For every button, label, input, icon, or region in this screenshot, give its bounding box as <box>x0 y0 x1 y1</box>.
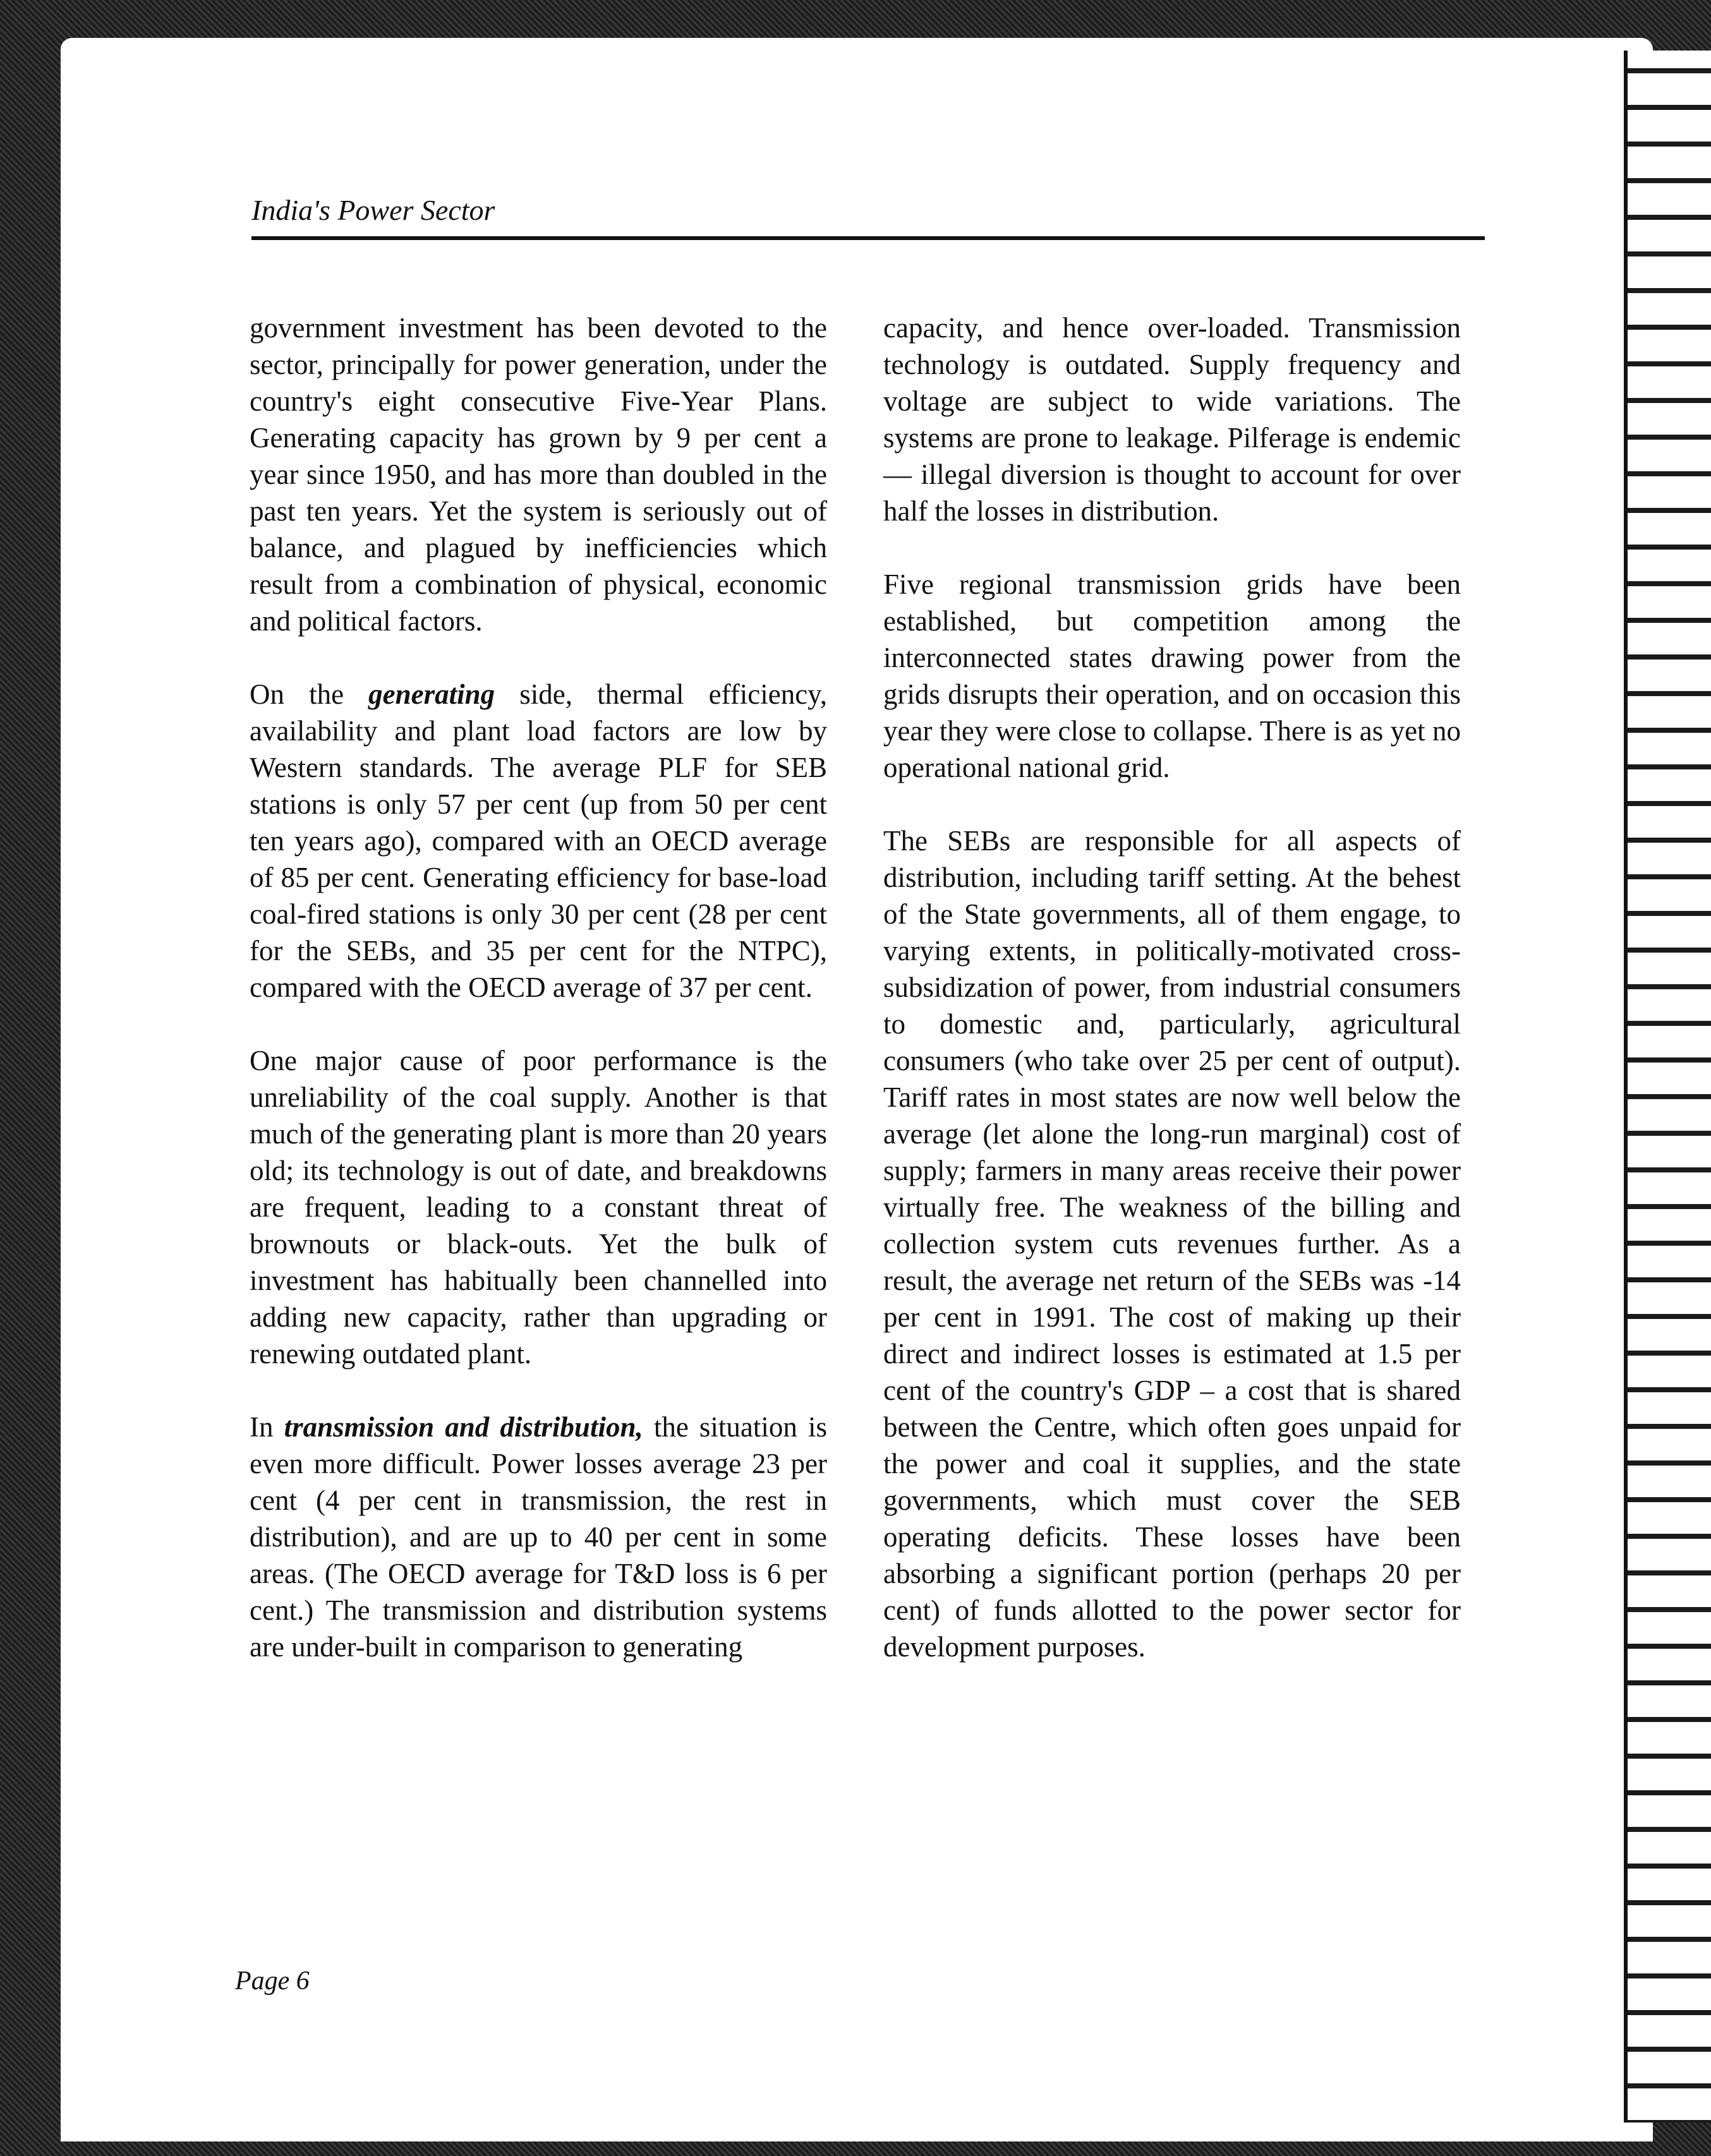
paragraph: capacity, and hence over-loaded. Transmission technology is outdated. Supply frequency and voltage are subject to wide variations. The systems are prone to leakage. Pilferage is endemic — illegal diversion is thought to account for over half the losses in distribution. <box>883 312 1461 527</box>
paragraph: Five regional transmission grids have been established, but competition among the interconnected states drawing power from the grids disrupts their operation, and on occasion this year they were close to collapse. There is as yet no operational national grid. <box>883 569 1461 783</box>
paragraph: The SEBs are responsible for all aspects of distribution, including tariff setting. At the behest of the State governments, all of them engage, to varying extents, in politically-motivated cross-subsidization of power, from industrial consumers to domestic and, particularly, agricultural consumers (who take over 25 per cent of output). Tariff rates in most states are now well below the average (let alone the long-run marginal) cost of supply; farmers in many areas receive their power virtually free. The weakness of the billing and collection system cuts revenues further. As a result, the average net return of the SEBs was -14 per cent in 1991. The cost of making up their direct and indirect losses is estimated at 1.5 per cent of the country's GDP – a cost that is shared between the Centre, which often goes unpaid for the power and coal it supplies, and the state governments, which must cover the SEB operating deficits. These losses have been absorbing a significant portion (perhaps 20 per cent) of funds allotted to the power sector for development purposes. <box>883 825 1461 1663</box>
paragraph: In transmission and distribution, the situation is even more difficult. Power losses average 23 per cent (4 per cent in transmission, the rest in distribution), and are up to 40 per cent in some areas. (The OECD average for T&D loss is 6 per cent.) The transmission and distribution systems are under-built in comparison to generating <box>250 1411 827 1663</box>
left-column <box>250 310 827 1702</box>
paragraph: One major cause of poor performance is the unreliability of the coal supply. Another is that much of the generating plant is more than 20 years old; its technology is out of date, and breakdowns are frequent, leading to a constant threat of brownouts or black-outs. Yet the bulk of investment has habitually been channelled into adding new capacity, rather than upgrading or renewing outdated plant. <box>250 1045 827 1370</box>
spiral-binding <box>1624 51 1711 2123</box>
page-number: Page 6 <box>235 1966 310 1996</box>
right-column <box>883 310 1461 1702</box>
paragraph: government investment has been devoted to the sector, principally for power generation, under the country's eight consecutive Five-Year Plans. Generating capacity has grown by 9 per cent a year since 1950, and has more than doubled in the past ten years. Yet the system is seriously out of balance, and plagued by inefficiencies which result from a combination of physical, economic and political factors. <box>250 312 827 637</box>
paragraph: On the generating side, thermal efficiency, availability and plant load factors are low by Western standards. The average PLF for SEB stations is only 57 per cent (up from 50 per cent ten years ago), compared with an OECD average of 85 per cent. Generating efficiency for base-load coal-fired stations is only 30 per cent (28 per cent for the SEBs, and 35 per cent for the NTPC), compared with the OECD average of 37 per cent. <box>250 678 828 1003</box>
emphasized-term: generating <box>368 678 495 710</box>
running-header: India's Power Sector <box>251 194 495 226</box>
header-rule <box>251 236 1485 240</box>
emphasized-term: transmission and distribution, <box>284 1411 643 1443</box>
